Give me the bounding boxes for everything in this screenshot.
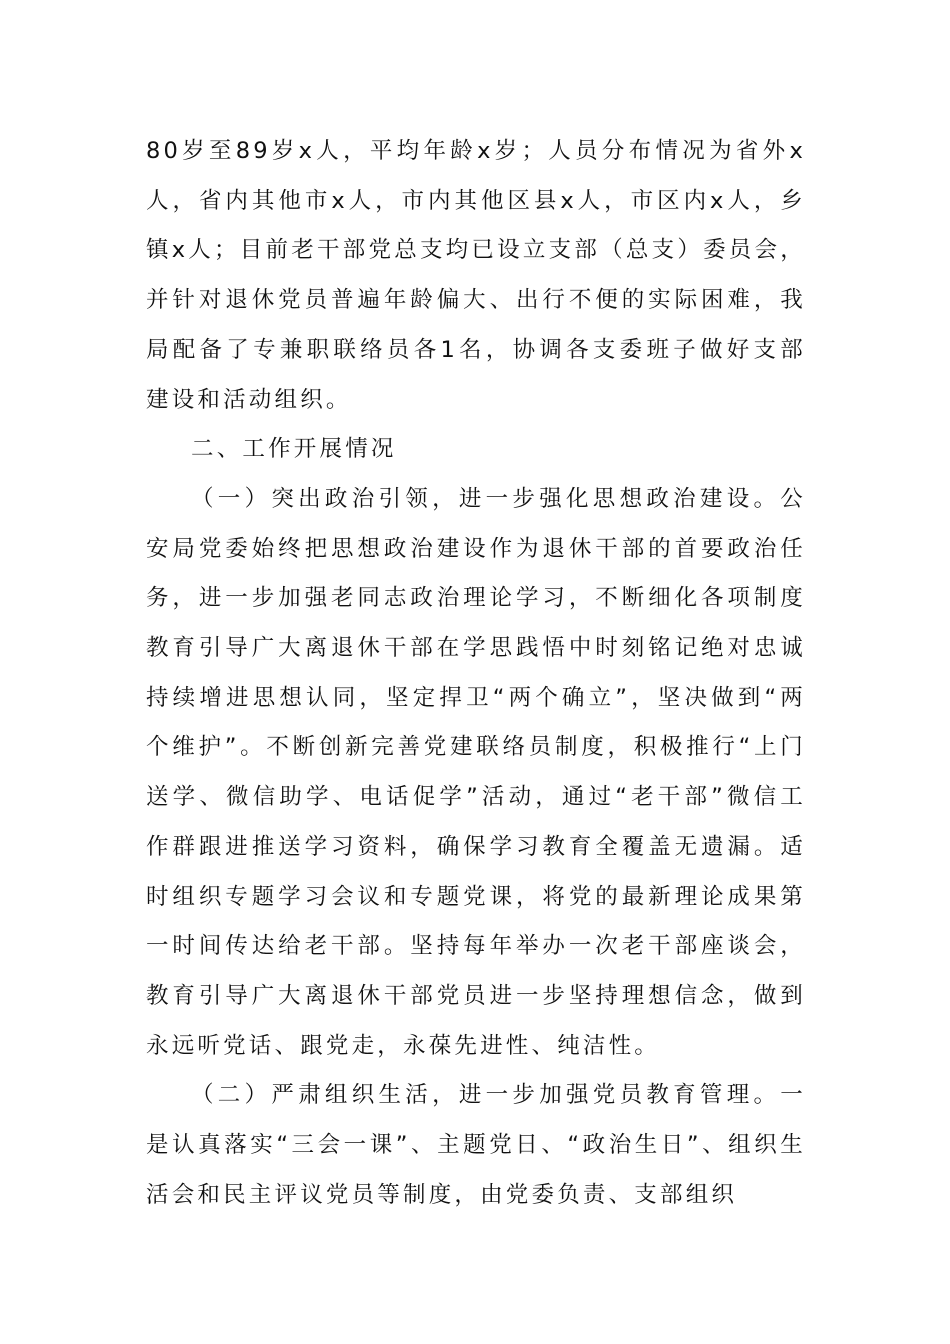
- paragraph-organizational-life: （二）严肃组织生活，进一步加强党员教育管理。一是认真落实“三会一课”、主题党日、“政治生日”、组织生活会和民主评议党员等制度，由党委负责、支部组织: [146, 1082, 806, 1208]
- paragraph-member-distribution: 80岁至89岁x人，平均年龄x岁；人员分布情况为省外x人，省内其他市x人，市内其他区县x人，市区内x人，乡镇x人；目前老干部党总支均已设立支部（总支）委员会，并针对退休党员普遍年龄偏大、出行不便的实际困难，我局配备了专兼职联络员各1名，协调各支委班子做好支部建设和活动组织。: [146, 138, 806, 413]
- section-heading-work-progress: 二、工作开展情况: [191, 436, 397, 463]
- document-body: [146, 127, 806, 1220]
- paragraph-political-guidance: （一）突出政治引领，进一步强化思想政治建设。公安局党委始终把思想政治建设作为退休干部的首要政治任务，进一步加强老同志政治理论学习，不断细化各项制度教育引导广大离退休干部在学思践悟中时刻铭记绝对忠诚持续增进思想认同，坚定捍卫“两个确立”，坚决做到“两个维护”。不断创新完善党建联络员制度，积极推行“上门送学、微信助学、电话促学”活动，通过“老干部”微信工作群跟进推送学习资料，确保学习教育全覆盖无遗漏。适时组织专题学习会议和专题党课，将党的最新理论成果第一时间传达给老干部。坚持每年举办一次老干部座谈会，教育引导广大离退休干部党员进一步坚持理想信念，做到永远听党话、跟党走，永葆先进性、纯洁性。: [146, 485, 806, 1059]
